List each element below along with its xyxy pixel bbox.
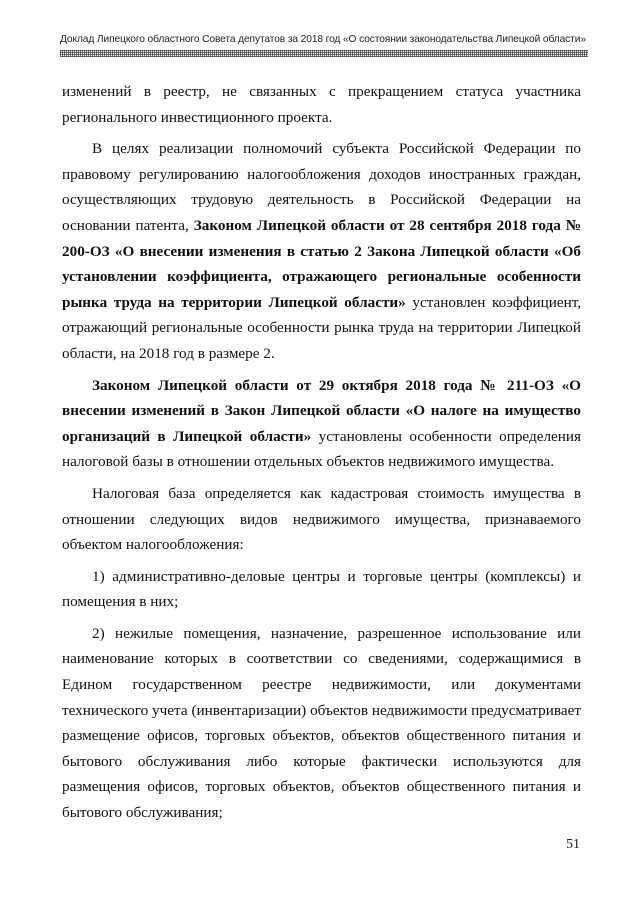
body-text: [62, 79, 581, 826]
paragraph-text: В целях реализации полномочий субъекта Российской Федерации по правовому регулированию налогообложения доходов иностранных граждан, осуществляющих трудовую деятельность в Российской Федерации на основании патента,: [62, 140, 581, 234]
paragraph-text: Налоговая база определяется как кадастровая стоимость имущества в отношении следующих видов недвижимого имущества, признаваемого объектом налогообложения:: [62, 484, 581, 554]
paragraph-text: изменений в реестр, не связанных с прекращением статуса участника регионального инвестиционного проекта.: [62, 83, 581, 126]
paragraph-property-tax-law: [62, 373, 581, 475]
paragraph-patent-coefficient: [62, 136, 581, 366]
list-item-text: 1) административно-деловые центры и торговые центры (комплексы) и помещения в них;: [62, 567, 581, 611]
paragraph-tax-base: [62, 481, 581, 558]
paragraph-continuation: [62, 79, 581, 130]
law-reference-200-oz: Законом Липецкой области от 28 сентября 2018 года № 200-ОЗ «О внесении изменения в статью 2 Закона Липецкой области «Об установлении коэффициента, отражающего региональные особенности рынка труда на территории Липецкой области»: [62, 216, 582, 311]
paragraph-text: установлены особенности определения налоговой базы в отношении отдельных объектов недвижимого имущества.: [62, 427, 582, 471]
list-item-text: 2) нежилые помещения, назначение, разрешенное использование или наименование которых в соответствии со сведениями, содержащимися в Едином государственном реестре недвижимости, или документами технического учета (инвентаризации) объектов недвижимости предусматривает размещение офисов, торговых объектов, объектов общественного питания и бытового обслуживания либо которые фактически используются для размещения офисов, торговых объектов, объектов общественного питания и бытового обслуживания;: [62, 624, 581, 822]
header-rule: [60, 50, 588, 57]
list-item-1: [62, 564, 581, 615]
law-reference-211-oz: Законом Липецкой области от 29 октября 2018 года № 211-ОЗ «О внесении изменений в Закон Липецкой области «О налоге на имущество организаций в Липецкой области»: [62, 376, 581, 445]
paragraph-text: установлен коэффициент, отражающий региональные особенности рынка труда на территории Липецкой области, на 2018 год в размере 2.: [62, 293, 581, 362]
list-item-2: [62, 621, 581, 826]
running-header: Доклад Липецкого областного Совета депутатов за 2018 год «О состоянии законодательства Липецкой области»: [60, 34, 586, 45]
page-number: 51: [566, 837, 580, 852]
